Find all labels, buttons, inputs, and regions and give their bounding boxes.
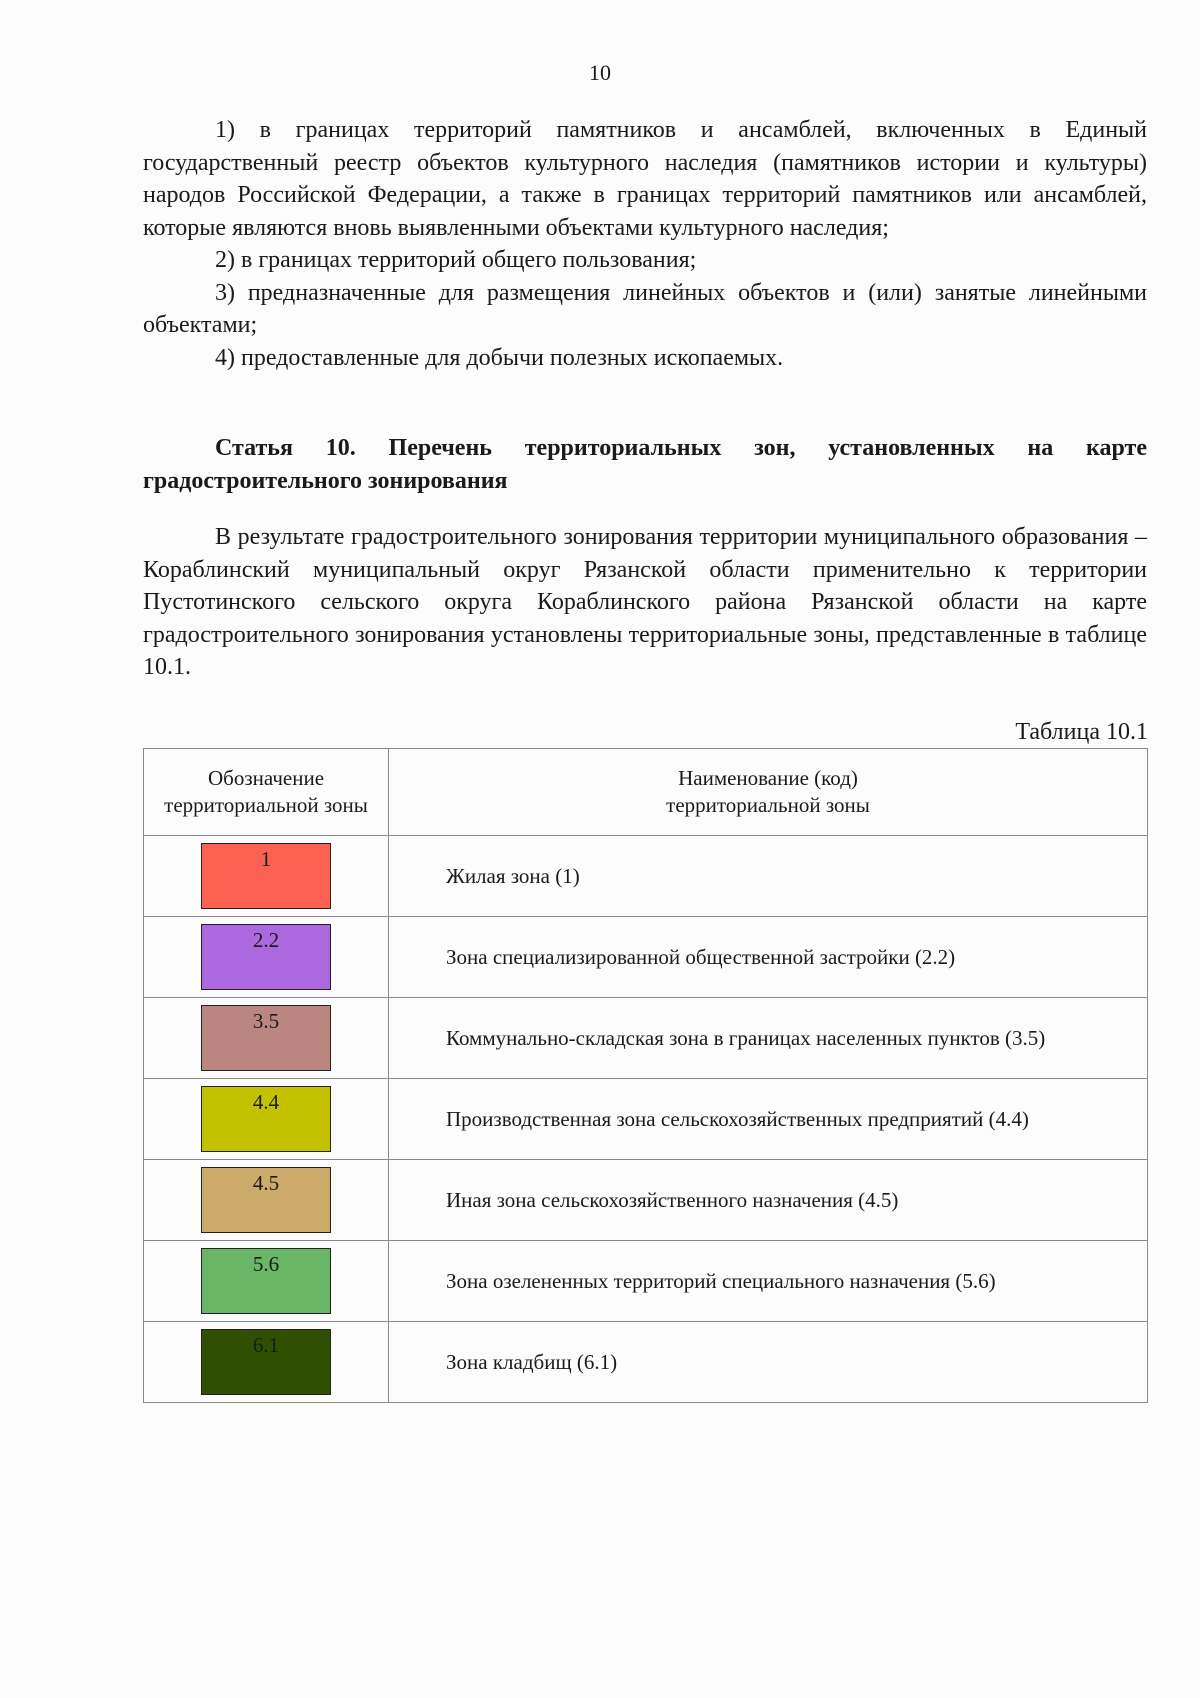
table-caption: Таблица 10.1: [1015, 719, 1148, 745]
list-item-4: 4) предоставленные для добычи полезных ископаемых.: [215, 344, 784, 371]
article-paragraph: В результате градостроительного зонирования территории муниципального образования – Кораблинский муниципальный округ Рязанской области применительно к территории Пустотинского сельского округа Кораблинского района Рязанской области на карте градостроительного зонирования установлены территориальные зоны, представленные в таблице 10.1.: [143, 524, 1147, 680]
zone-code-cell: [144, 836, 389, 917]
page-number: 10: [589, 60, 611, 85]
zones-table: [143, 748, 1148, 1403]
zone-code-cell: [144, 1241, 389, 1322]
zone-name-cell: Зона озелененных территорий специального назначения (5.6): [389, 1241, 1148, 1322]
zone-color-swatch: 1: [201, 843, 331, 909]
header-code: Обозначение территориальной зоны: [144, 749, 389, 836]
zone-color-swatch: 5.6: [201, 1248, 331, 1314]
list-item-3: 3) предназначенные для размещения линейных объектов и (или) занятые линейными объектами;: [143, 279, 1147, 338]
zone-color-swatch: 4.4: [201, 1086, 331, 1152]
article-body: [143, 521, 1147, 684]
article-heading: Статья 10. Перечень территориальных зон, установленных на карте градостроительного зонирования: [143, 435, 1147, 494]
zone-code-cell: [144, 917, 389, 998]
table-row: [144, 836, 1148, 917]
list-item-2: 2) в границах территорий общего пользования;: [215, 247, 697, 273]
table-row: [144, 1322, 1148, 1403]
restrictions-list: [143, 114, 1147, 374]
zone-name-cell: Зона кладбищ (6.1): [389, 1322, 1148, 1403]
table-row: [144, 1079, 1148, 1160]
zone-code-cell: [144, 998, 389, 1079]
zone-name-cell: Производственная зона сельскохозяйственных предприятий (4.4): [389, 1079, 1148, 1160]
table-row: [144, 1160, 1148, 1241]
zone-code-cell: [144, 1079, 389, 1160]
zone-color-swatch: 2.2: [201, 924, 331, 990]
zone-color-swatch: 3.5: [201, 1005, 331, 1071]
table-header-row: [144, 749, 1148, 836]
table-row: [144, 917, 1148, 998]
zone-name-cell: Жилая зона (1): [389, 836, 1148, 917]
zone-color-swatch: 6.1: [201, 1329, 331, 1395]
header-name: Наименование (код) территориальной зоны: [389, 749, 1148, 836]
table-row: [144, 998, 1148, 1079]
list-item-1: 1) в границах территорий памятников и ансамблей, включенных в Единый государственный реестр объектов культурного наследия (памятников истории и культуры) народов Российской Федерации, а также в границах территорий памятников или ансамблей, которые являются вновь выявленными объектами культурного наследия;: [143, 117, 1147, 241]
zone-name-cell: Иная зона сельскохозяйственного назначения (4.5): [389, 1160, 1148, 1241]
zone-code-cell: [144, 1160, 389, 1241]
table-row: [144, 1241, 1148, 1322]
zone-name-cell: Зона специализированной общественной застройки (2.2): [389, 917, 1148, 998]
zone-name-cell: Коммунально-складская зона в границах населенных пунктов (3.5): [389, 998, 1148, 1079]
zone-color-swatch: 4.5: [201, 1167, 331, 1233]
zone-code-cell: [144, 1322, 389, 1403]
